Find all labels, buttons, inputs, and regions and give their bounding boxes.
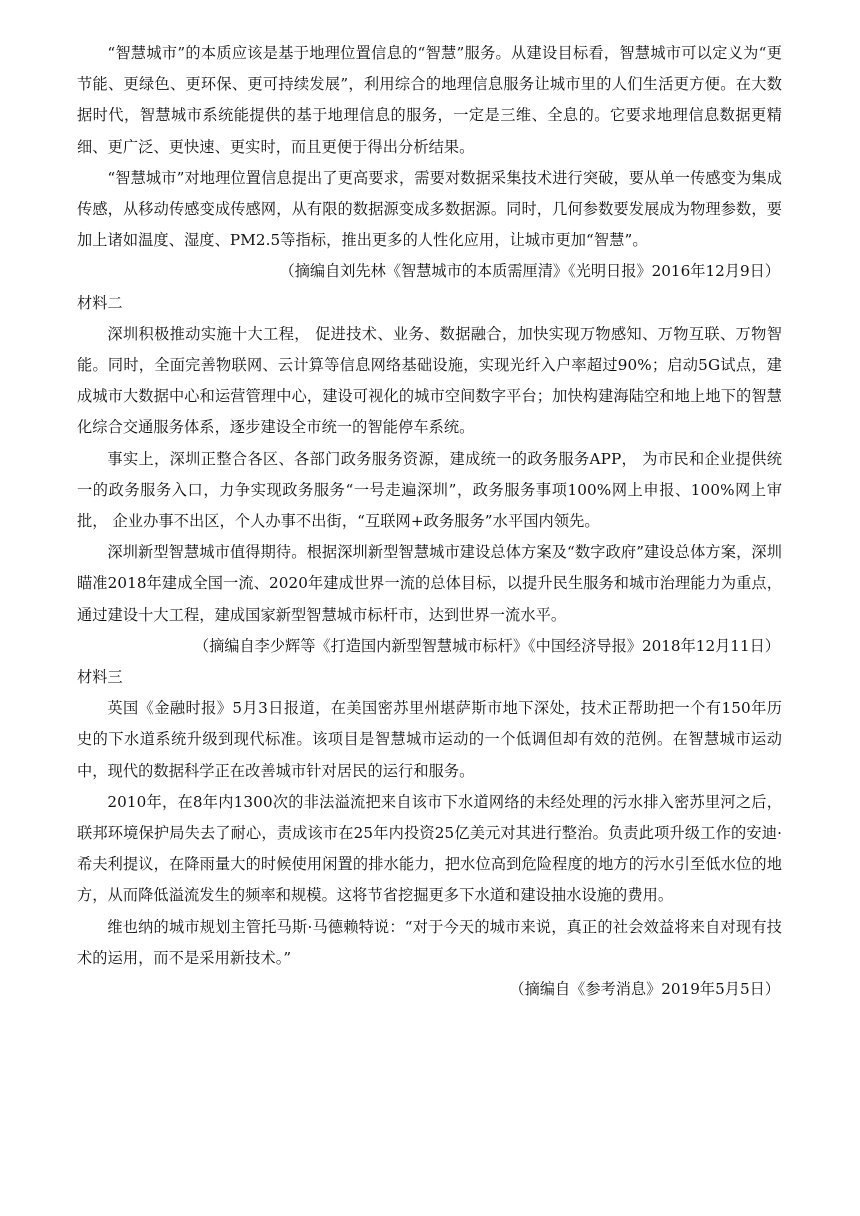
- paragraph: “智慧城市”的本质应该是基于地理位置信息的“智慧”服务。从建设目标看，智慧城市可以定义为“更节能、更绿色、更环保、更可持续发展”，利用综合的地理信息服务让城市里的人们生活更方便。在大数据时代，智慧城市系统能提供的基于地理信息的服务，一定是三维、全息的。它要求地理信息数据更精细、更广泛、更快速、更实时，而且更便于得出分析结果。: [77, 44, 782, 156]
- source-citation: （摘编自刘先林《智慧城市的本质需厘清》《光明日报》2016年12月9日）: [279, 262, 780, 281]
- paragraph: 深圳积极推动实施十大工程， 促进技术、业务、数据融合，加快实现万物感知、万物互联、万物智能。同时，全面完善物联网、云计算等信息网络基础设施，实现光纤入户率超过90%；启动5G试点，建成城市大数据中心和运营管理中心，建设可视化的城市空间数字平台；加快构建海陆空和地上地下的智慧化综合交通服务体系，逐步建设全市统一的智能停车系统。: [77, 324, 782, 437]
- section-heading: 材料二: [77, 293, 123, 312]
- paragraph: 英国《金融时报》5月3日报道，在美国密苏里州堪萨斯市地下深处，技术正帮助把一个有150年历史的下水道系统升级到现代标准。该项目是智慧城市运动的一个低调但却有效的范例。在智慧城市运动中，现代的数据科学正在改善城市针对居民的运行和服务。: [77, 699, 782, 780]
- paragraph: 2010年，在8年内1300次的非法溢流把来自该市下水道网络的未经处理的污水排入密苏里河之后，联邦环境保护局失去了耐心，责成该市在25年内投资25亿美元对其进行整治。负责此项升级工作的安迪·希夫利提议，在降雨量大的时候使用闲置的排水能力，把水位高到危险程度的地方的污水引至低水位的地方，从而降低溢流发生的频率和规模。这将节省挖掘更多下水道和建设抽水设施的费用。: [77, 792, 782, 905]
- document-page: [77, 38, 782, 1005]
- source-citation: （摘编自李少辉等《打造国内新型智慧城市标杆》《中国经济导报》2018年12月11日）: [193, 636, 780, 655]
- paragraph: 维也纳的城市规划主管托马斯·马德赖特说：“对于今天的城市来说，真正的社会效益将来自对现有技术的运用，而不是采用新技术。”: [77, 917, 782, 967]
- section-heading: 材料三: [77, 668, 123, 687]
- source-citation: （摘编自《参考消息》2019年5月5日）: [509, 980, 780, 999]
- paragraph: 深圳新型智慧城市值得期待。根据深圳新型智慧城市建设总体方案及“数字政府”建设总体方案，深圳瞄准2018年建成全国一流、2020年建成世界一流的总体目标，以提升民生服务和城市治理能力为重点，通过建设十大工程，建成国家新型智慧城市标杆市，达到世界一流水平。: [77, 543, 782, 624]
- paragraph: “智慧城市”对地理位置信息提出了更高要求，需要对数据采集技术进行突破，要从单一传感变为集成传感，从移动传感变成传感网，从有限的数据源变成多数据源。同时，几何参数要发展成为物理参数，要加上诸如温度、湿度、PM2.5等指标，推出更多的人性化应用，让城市更加“智慧”。: [77, 168, 782, 250]
- paragraph: 事实上，深圳正整合各区、各部门政务服务资源，建成统一的政务服务APP， 为市民和企业提供统一的政务服务入口，力争实现政务服务“一号走遍深圳”，政务服务事项100%网上申报、100%网上审批， 企业办事不出区，个人办事不出街，“互联网+政务服务”水平国内领先。: [77, 449, 782, 531]
